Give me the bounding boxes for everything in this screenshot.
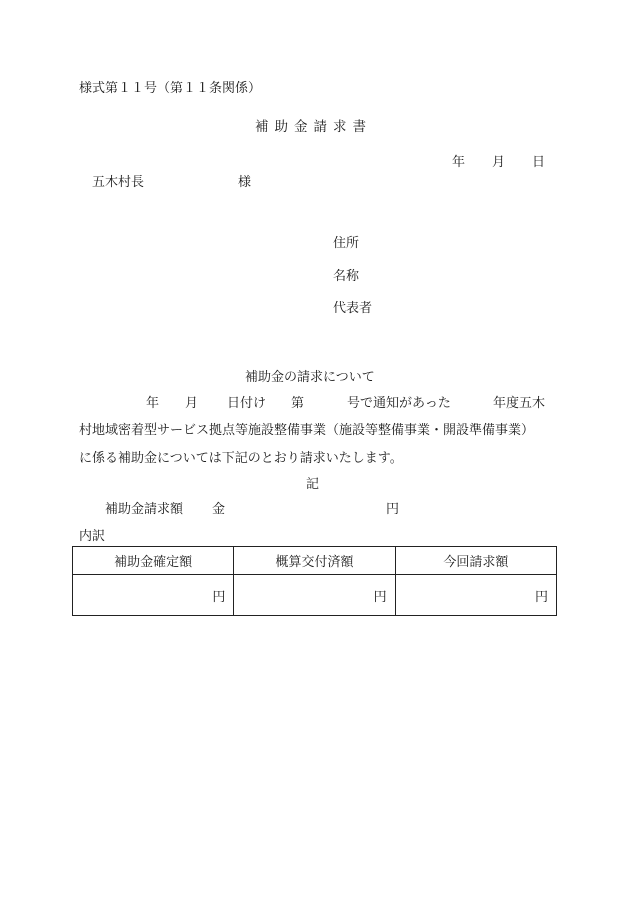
date-year-label: 年 [452,155,466,170]
claim-amount-label: 補助金請求額 [105,502,184,517]
body-month-label: 月 [185,396,199,411]
subject-line: 補助金の請求について [245,370,375,385]
breakdown-value-row [73,575,557,616]
applicant-address-label: 住所 [333,236,360,251]
body-year-label: 年 [146,396,160,411]
body-number-prefix: 第 [291,396,305,411]
body-line-2: 村地域密着型サービス拠点等施設整備事業（施設等整備事業・開設準備事業） [79,423,535,438]
header-current-request-amount: 今回請求額 [395,547,556,575]
claim-yen-label: 円 [386,502,400,517]
cell-advance-paid-amount[interactable]: 円 [234,575,395,616]
breakdown-label: 内訳 [79,529,106,544]
breakdown-header-row [73,547,557,575]
cell-current-request-amount[interactable]: 円 [395,575,556,616]
body-fiscal-year-text: 年度五木 [493,396,546,411]
cell-confirmed-amount[interactable]: 円 [73,575,234,616]
addressee-honorific: 様 [238,175,252,190]
addressee-name: 五木村長 [92,175,145,190]
breakdown-table [72,546,557,616]
body-dated-label: 日付け [227,396,267,411]
ki-heading: 記 [306,477,320,492]
body-notified-text: 号で通知があった [347,396,451,411]
header-advance-paid-amount: 概算交付済額 [234,547,395,575]
body-line-3: に係る補助金については下記のとおり請求いたします。 [79,451,403,466]
applicant-name-label: 名称 [333,269,360,284]
document-title: 補助金請求書 [255,119,372,135]
date-month-label: 月 [492,155,506,170]
claim-kin-label: 金 [212,502,226,517]
date-day-label: 日 [532,155,546,170]
header-confirmed-amount: 補助金確定額 [73,547,234,575]
applicant-representative-label: 代表者 [333,301,373,316]
form-number: 様式第１１号（第１１条関係） [79,81,262,96]
